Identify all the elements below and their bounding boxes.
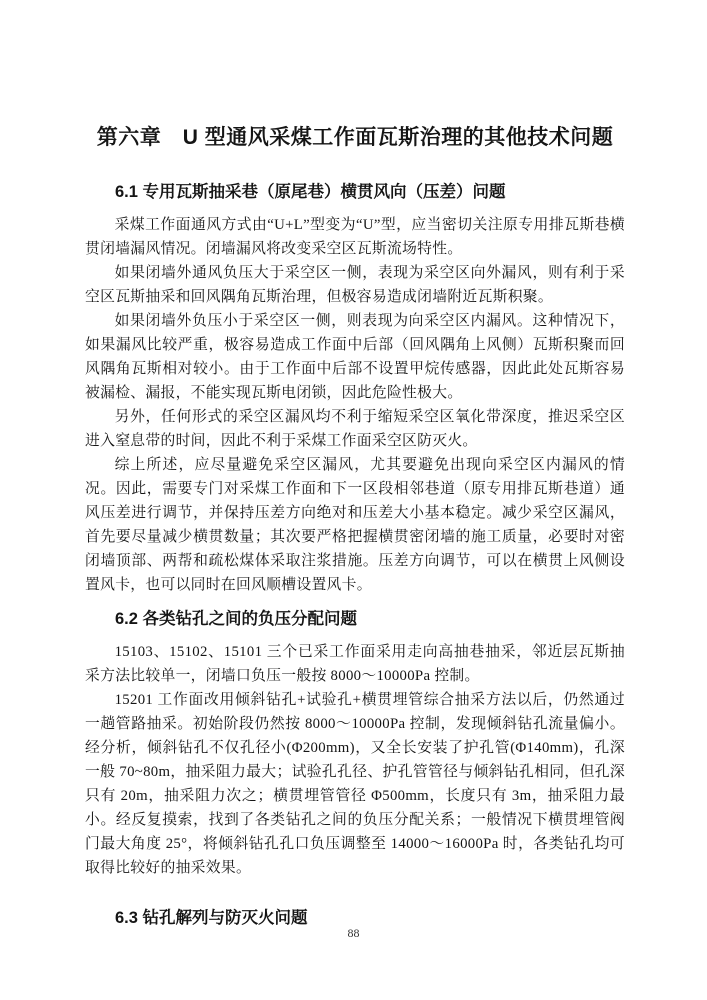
page-number: 88 — [347, 926, 360, 940]
paragraph: 如果闭墙外负压小于采空区一侧，则表现为向采空区内漏风。这种情况下，如果漏风比较严重，极容易造成工作面中后部（回风隅角上风侧）瓦斯积聚而回风隅角瓦斯相对较小。由于工作面中后部不设置甲烷传感器，因此此处瓦斯容易被漏检、漏报，不能实现瓦斯电闭锁，因此危险性极大。 — [85, 313, 625, 401]
chapter-title: 第六章 U 型通风采煤工作面瓦斯治理的其他技术问题 — [96, 126, 614, 149]
paragraph: 15103、15102、15101 三个已采工作面采用走向高抽巷抽采，邻近层瓦斯抽采方法比较单一，闭墙口负压一般按 8000～10000Pa 控制。 — [85, 644, 625, 684]
section-heading-6-1: 6.1 专用瓦斯抽采巷（原尾巷）横贯风向（压差）问题 — [115, 183, 506, 201]
paragraph: 综上所述，应尽量避免采空区漏风，尤其要避免出现向采空区内漏风的情况。因此，需要专门对采煤工作面和下一区段相邻巷道（原专用排瓦斯巷道）通风压差进行调节，并保持压差方向绝对和压差大小基本稳定。减少采空区漏风，首先要尽量减少横贯数量；其次要严格把握横贯密闭墙的施工质量，必要时对密闭墙顶部、两帮和疏松煤体采取注浆措施。压差方向调节，可以在横贯上风侧设置风卡，也可以同时在回风顺槽设置风卡。 — [85, 457, 625, 593]
page-content — [85, 0, 625, 939]
paragraph: 采煤工作面通风方式由“U+L”型变为“U”型，应当密切关注原专用排瓦斯巷横贯闭墙漏风情况。闭墙漏风将改变采空区瓦斯流场特性。 — [85, 217, 625, 257]
section-heading-6-3: 6.3 钻孔解列与防灭火问题 — [115, 909, 308, 927]
section-heading-6-2: 6.2 各类钻孔之间的负压分配问题 — [115, 610, 358, 628]
paragraph: 另外，任何形式的采空区漏风均不利于缩短采空区氧化带深度，推迟采空区进入窒息带的时间，因此不利于采煤工作面采空区防灭火。 — [85, 409, 625, 449]
paragraph: 15201 工作面改用倾斜钻孔+试验孔+横贯埋管综合抽采方法以后，仍然通过一趟管路抽采。初始阶段仍然按 8000～10000Pa 控制，发现倾斜钻孔流量偏小。经分析，倾斜钻孔不仅孔径小(Φ200mm)，又全长安装了护孔管(Φ140mm)，孔深一般 70~80m，抽采阻力最大；试验孔孔径、护孔管管径与倾斜钻孔相同，但孔深只有 20m，抽采阻力次之；横贯埋管管径 Φ500mm，长度只有 3m，抽采阻力最小。经反复摸索，找到了各类钻孔之间的负压分配关系；一般情况下横贯埋管阀门最大角度 25°，将倾斜钻孔孔口负压调整至 14000～16000Pa 时，各类钻孔均可取得比较好的抽采效果。 — [85, 692, 625, 876]
paragraph: 如果闭墙外通风负压大于采空区一侧，表现为采空区向外漏风，则有利于采空区瓦斯抽采和回风隅角瓦斯治理，但极容易造成闭墙附近瓦斯积聚。 — [85, 265, 625, 305]
